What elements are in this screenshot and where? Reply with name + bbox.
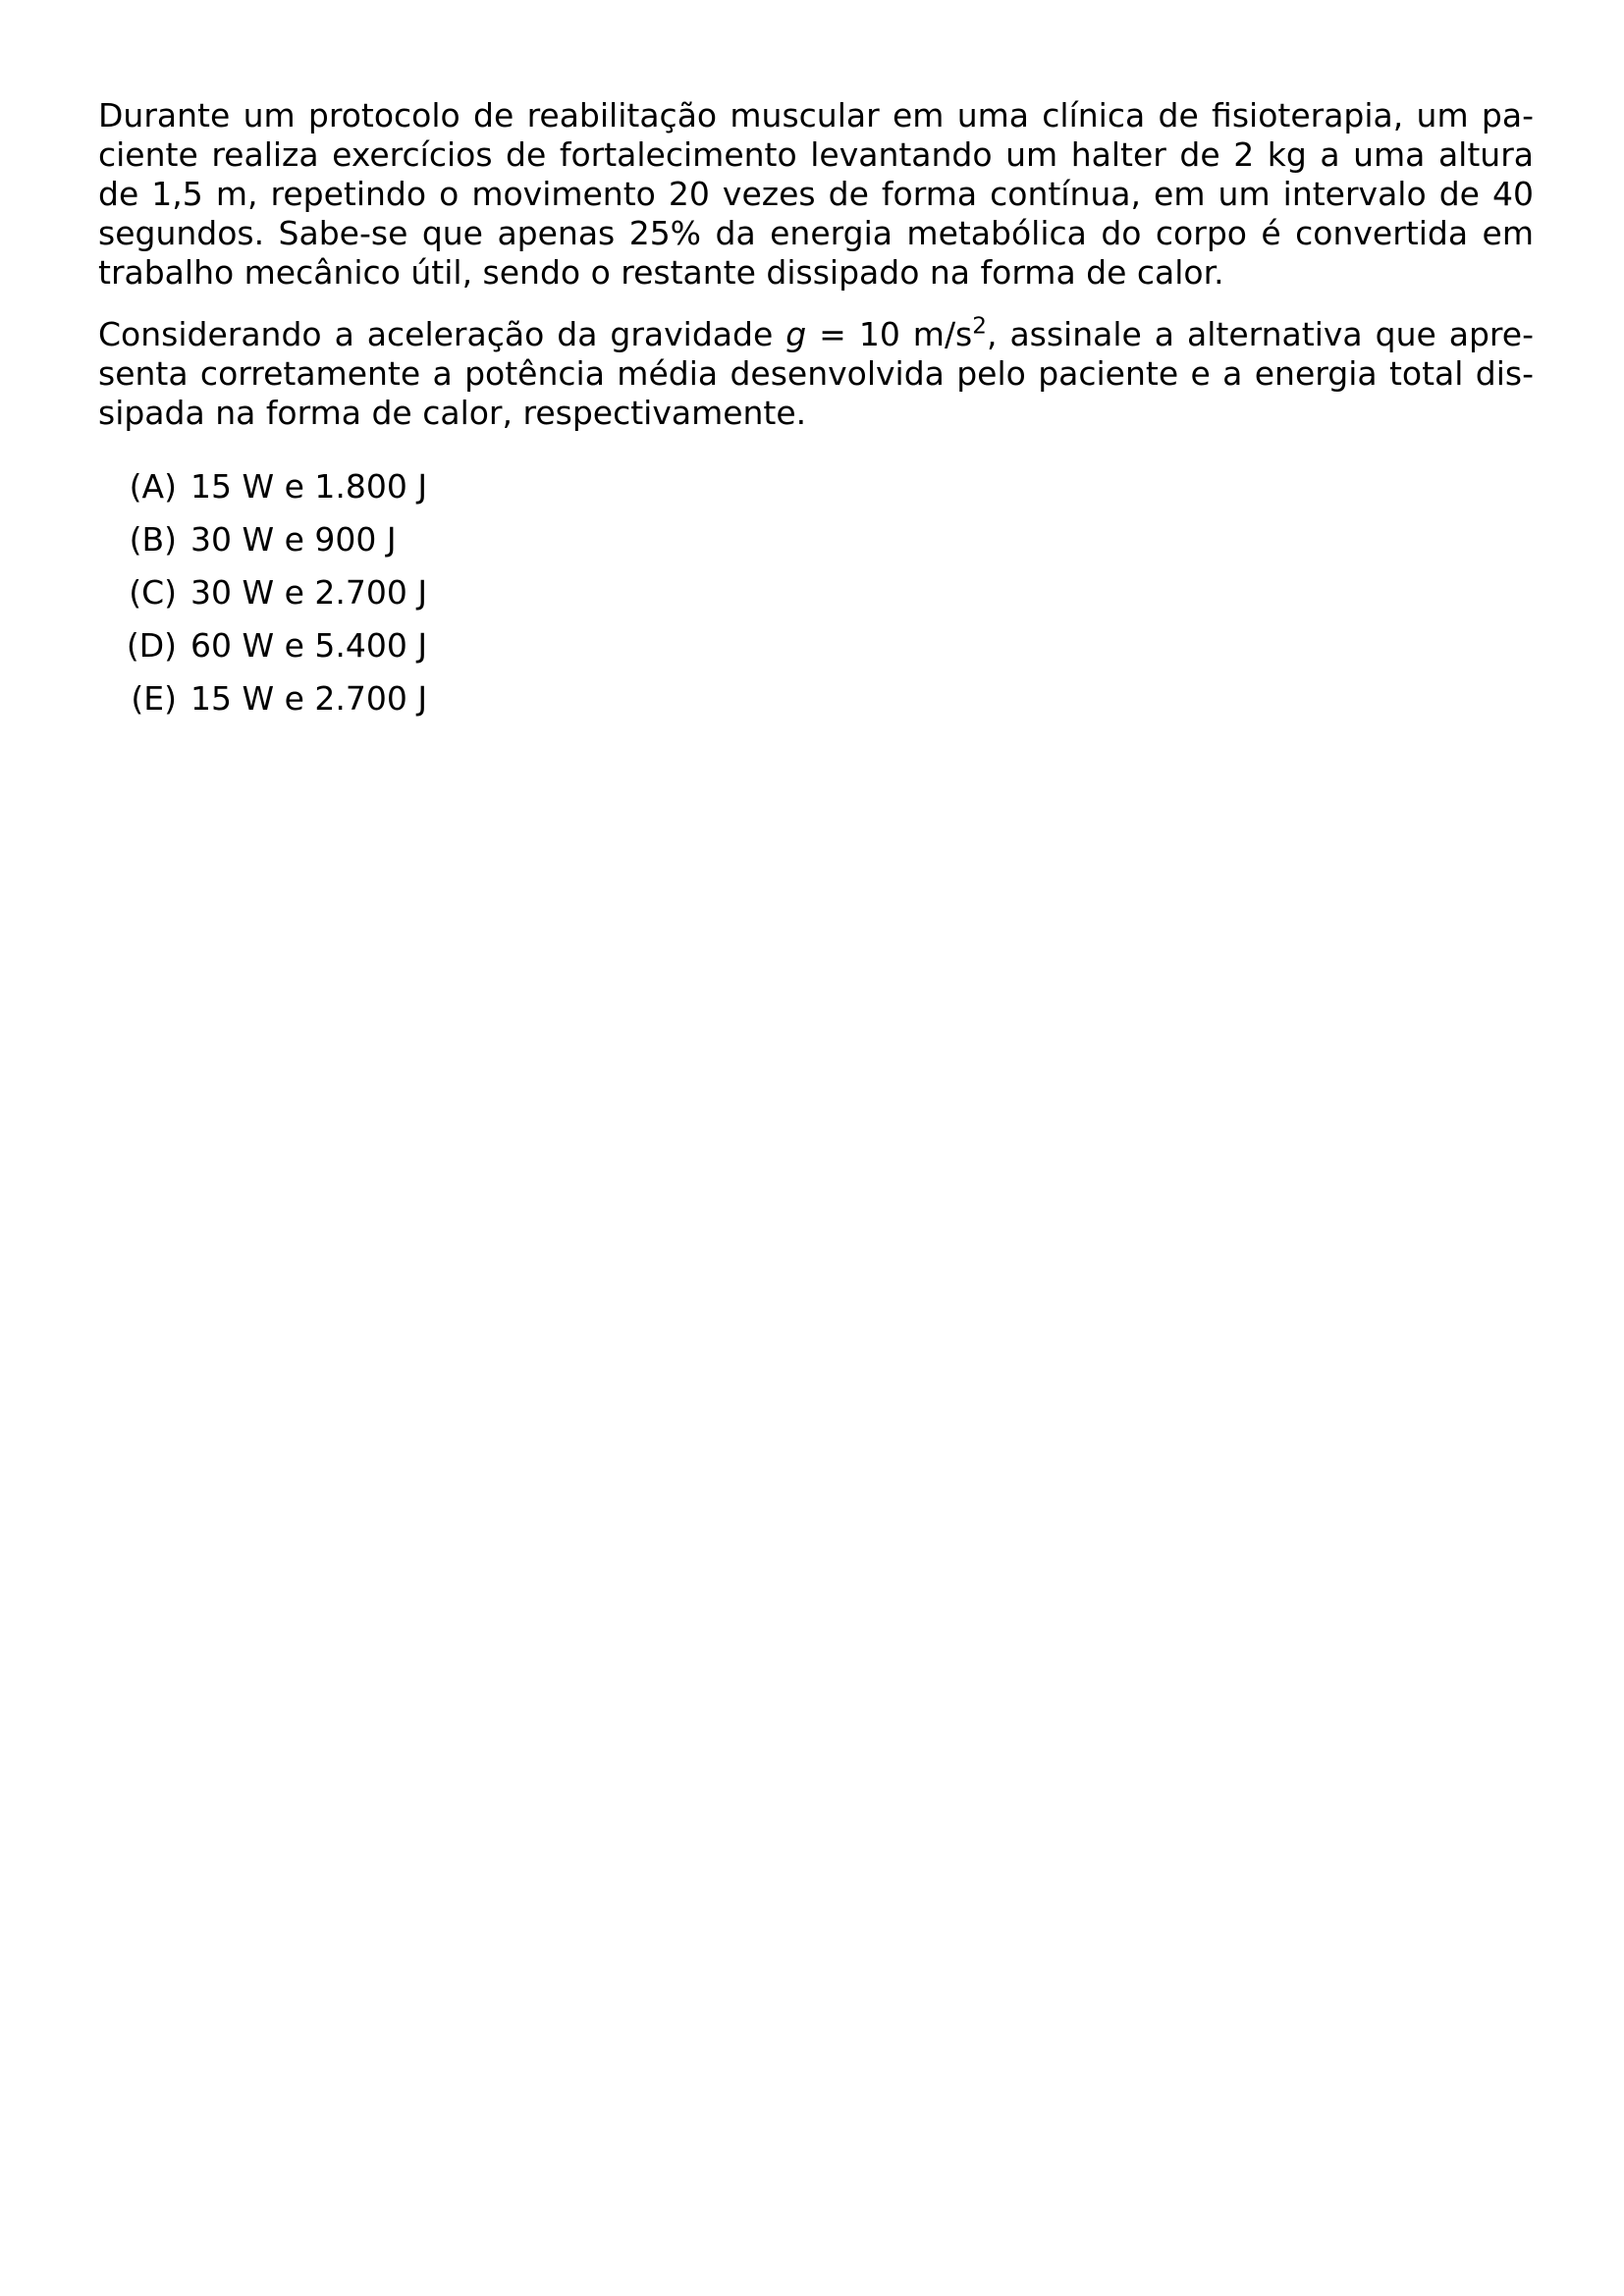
question-statement: Durante um protocolo de reabilitação muscular em uma clínica de fisioterapia, um paciente realiza exercícios de fortalecimento levantando um halter de 2 kg a uma altura de 1,5 m, repetindo o movimento 20 vezes de forma contínua, em um intervalo de 40 segundos. Sabe-se que apenas 25% da energia metabólica do corpo é convertida em trabalho mecânico útil, sendo o restante dissipado na forma de calor. — [98, 96, 1534, 292]
question-block — [98, 96, 1534, 732]
option-letter: (B) — [129, 520, 177, 559]
gravity-symbol: g — [785, 315, 807, 353]
option-text: 30 W e 2.700 J — [190, 573, 428, 612]
gravity-exponent: 2 — [972, 313, 987, 340]
prompt-text-end: , assinale a alternativa que apresenta corretamente a potência média desenvolvida pelo paciente e a energia total dissipada na forma de calor, respectivamente. — [98, 315, 1535, 432]
option-letter: (D) — [126, 626, 177, 665]
option-letter: (E) — [131, 679, 177, 718]
option-text: 60 W e 5.400 J — [190, 626, 428, 665]
answer-options — [98, 467, 1534, 732]
gravity-value: = 10 m/s — [806, 315, 973, 353]
option-c[interactable] — [98, 573, 1534, 626]
option-e[interactable] — [98, 679, 1534, 732]
prompt-text-start: Considerando a aceleração da gravidade — [98, 315, 786, 353]
option-b[interactable] — [98, 520, 1534, 573]
option-letter: (A) — [129, 467, 177, 506]
option-text: 15 W e 2.700 J — [190, 679, 428, 718]
option-text: 30 W e 900 J — [190, 520, 397, 559]
option-text: 15 W e 1.800 J — [190, 467, 428, 506]
option-d[interactable] — [98, 626, 1534, 679]
question-prompt — [98, 315, 1534, 433]
option-letter: (C) — [129, 573, 177, 612]
option-a[interactable] — [98, 467, 1534, 520]
